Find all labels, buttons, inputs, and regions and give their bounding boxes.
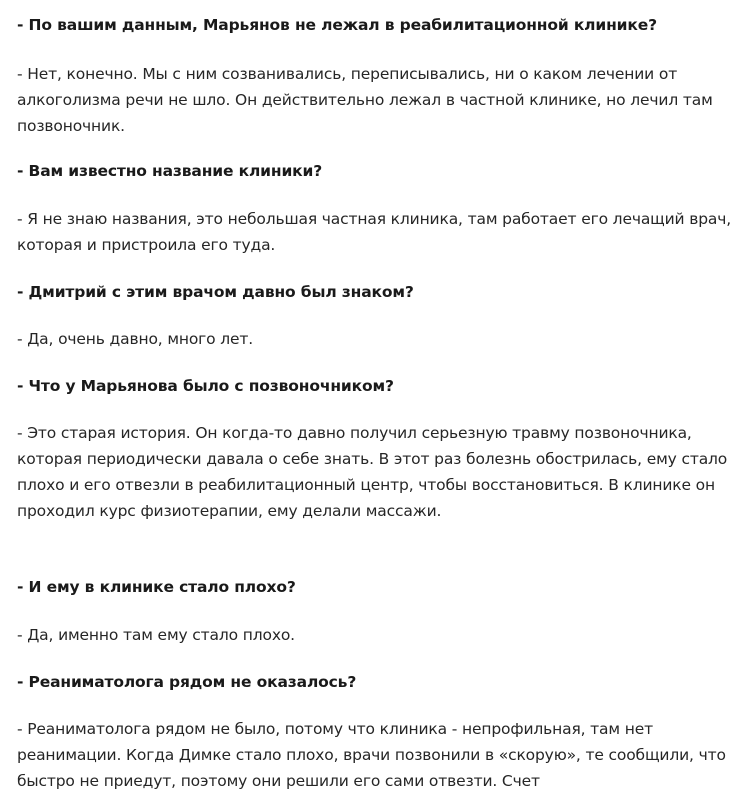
answer-5: - Да, именно там ему стало плохо.	[17, 626, 295, 644]
question-6: - Реаниматолога рядом не оказалось?	[17, 673, 357, 691]
question-4: - Что у Марьянова было с позвоночником?	[17, 377, 394, 395]
answer-6: - Реаниматолога рядом не было, потому что клиника - непрофильная, там нет реанимации. Когда Димке стало плохо, врачи позвонили в «скорую», те сообщили, что быстро не приедут, поэтому они решили его сами отвезти. Счет	[17, 720, 726, 790]
question-3: - Дмитрий с этим врачом давно был знаком?	[17, 283, 414, 301]
question-2: - Вам известно название клиники?	[17, 162, 323, 180]
answer-3: - Да, очень давно, много лет.	[17, 330, 254, 348]
question-1: - По вашим данным, Марьянов не лежал в реабилитационной клинике?	[17, 16, 657, 34]
question-5: - И ему в клинике стало плохо?	[17, 578, 296, 596]
answer-4: - Это старая история. Он когда-то давно получил серьезную травму позвоночника, которая периодически давала о себе знать. В этот раз болезнь обострилась, ему стало плохо и его отвезли в реабилитационный центр, чтобы восстановиться. В клинике он проходил курс физиотерапии, ему делали массажи.	[17, 424, 728, 520]
answer-1: - Нет, конечно. Мы с ним созванивались, переписывались, ни о каком лечении от алкоголизма речи не шло. Он действительно лежал в частной клинике, но лечил там позвоночник.	[17, 65, 713, 135]
answer-2: - Я не знаю названия, это небольшая частная клиника, там работает его лечащий врач, которая и пристроила его туда.	[17, 210, 732, 254]
